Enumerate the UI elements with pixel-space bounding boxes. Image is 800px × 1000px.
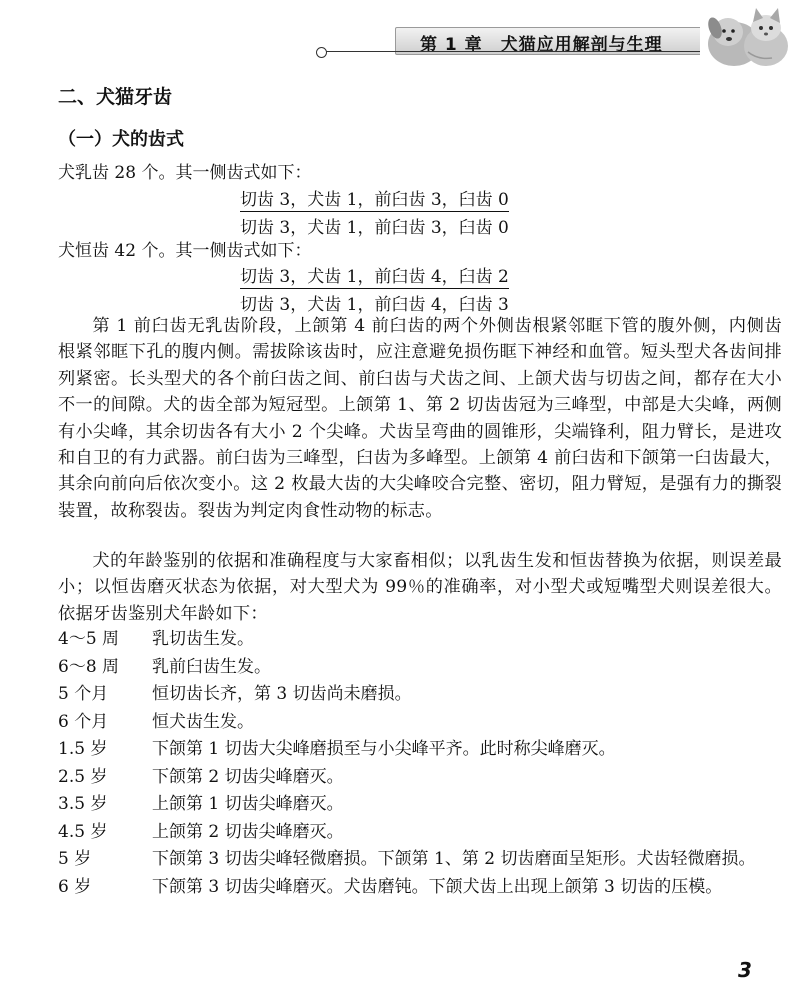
age-label: 3.5 岁 <box>58 794 108 814</box>
cat-and-dog-icon <box>700 2 792 68</box>
list-item <box>58 764 788 792</box>
age-label: 1.5 岁 <box>58 739 108 759</box>
deciduous-lower: 切齿 3，犬齿 1，前臼齿 3，臼齿 0 <box>240 218 509 238</box>
age-table <box>58 626 788 901</box>
section-title: 二、犬猫牙齿 <box>58 86 173 108</box>
list-item <box>58 709 788 737</box>
age-description: 下颌第 3 切齿尖峰轻微磨损。下颌第 1、第 2 切齿磨面呈矩形。犬齿轻微磨损。 <box>152 849 756 869</box>
list-item <box>58 791 788 819</box>
list-item <box>58 681 788 709</box>
deciduous-formula <box>240 185 509 238</box>
age-label: 6 岁 <box>58 876 92 897</box>
deciduous-upper: 切齿 3，犬齿 1，前臼齿 3，臼齿 0 <box>240 185 509 212</box>
age-description: 乳切齿生发。 <box>152 629 254 649</box>
permanent-upper: 切齿 3，犬齿 1，前臼齿 4，臼齿 2 <box>240 262 509 289</box>
page-number: 3 <box>738 958 752 982</box>
age-description: 下颌第 1 切齿大尖峰磨损至与小尖峰平齐。此时称尖峰磨灭。 <box>152 739 616 759</box>
list-item <box>58 626 788 654</box>
chapter-title: 第 1 章 犬猫应用解剖与生理 <box>420 35 663 55</box>
permanent-formula <box>240 262 509 315</box>
age-label: 2.5 岁 <box>58 766 108 787</box>
list-item <box>58 736 788 764</box>
list-item <box>58 819 788 847</box>
age-label: 4.5 岁 <box>58 821 108 842</box>
permanent-intro: 犬恒齿 42 个。其一侧齿式如下： <box>58 241 312 261</box>
age-description: 乳前臼齿生发。 <box>152 656 271 677</box>
list-item <box>58 846 788 874</box>
age-description: 下颌第 3 切齿尖峰磨灭。犬齿磨钝。下颌犬齿上出现上颌第 3 切齿的压模。 <box>152 876 723 897</box>
subsection-title: （一）犬的齿式 <box>58 129 184 150</box>
age-label: 6 个月 <box>58 711 109 732</box>
age-description: 恒切齿长齐，第 3 切齿尚未磨损。 <box>152 684 412 704</box>
header-rule <box>325 51 715 52</box>
paragraph-age-estimation: 犬的年龄鉴别的依据和准确程度与大家畜相似；以乳齿生发和恒齿替换为依据，则误差最小；以恒齿磨灭状态为依据，对大型犬为 99％的准确率，对小型犬或短嘴型犬则误差很大。依据牙齿鉴别犬年龄如下： <box>58 551 782 624</box>
age-label: 6～8 周 <box>58 656 120 677</box>
age-description: 下颌第 2 切齿尖峰磨灭。 <box>152 766 344 787</box>
age-description: 上颌第 1 切齿尖峰磨灭。 <box>152 794 344 814</box>
age-description: 上颌第 2 切齿尖峰磨灭。 <box>152 821 344 842</box>
list-item <box>58 654 788 682</box>
page-header <box>0 0 800 70</box>
age-label: 4～5 周 <box>58 629 120 649</box>
age-description: 恒犬齿生发。 <box>152 711 254 732</box>
deciduous-intro: 犬乳齿 28 个。其一侧齿式如下： <box>58 163 312 183</box>
header-circle <box>316 47 327 58</box>
age-label: 5 个月 <box>58 684 109 704</box>
list-item <box>58 874 788 902</box>
age-label: 5 岁 <box>58 849 92 869</box>
paragraph-tooth-anatomy: 第 1 前臼齿无乳齿阶段，上颌第 4 前臼齿的两个外侧齿根紧邻眶下管的腹外侧，内侧齿根紧邻眶下孔的腹内侧。需拔除该齿时，应注意避免损伤眶下神经和血管。短头型犬各齿间排列紧密。长头型犬的各个前臼齿之间、前臼齿与犬齿之间、上颌犬齿与切齿之间，都存在大小不一的间隙。犬的齿全部为短冠型。上颌第 1、第 2 切齿齿冠为三峰型，中部是大尖峰，两侧有小尖峰，其余切齿各有大小 2 个尖峰。犬齿呈弯曲的圆锥形，尖端锋利，阻力臂长，是进攻和自卫的有力武器。前臼齿为三峰型，臼齿为多峰型。上颌第 4 前臼齿和下颌第一臼齿最大，其余向前向后依次变小。这 2 枚最大齿的大尖峰咬合完整、密切，阻力臂短，是强有力的撕裂装置，故称裂齿。裂齿为判定肉食性动物的标志。 <box>58 316 782 521</box>
permanent-lower: 切齿 3，犬齿 1，前臼齿 4，臼齿 3 <box>240 295 509 315</box>
